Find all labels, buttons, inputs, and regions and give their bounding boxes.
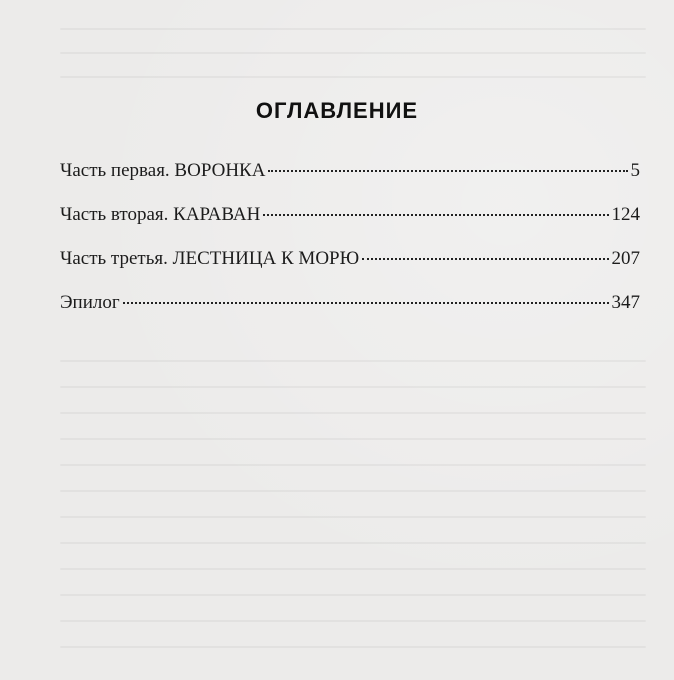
toc-entry-page: 347	[611, 292, 640, 313]
bleed-through-line	[60, 386, 646, 388]
bleed-through-line	[60, 52, 646, 54]
bleed-through-line	[60, 464, 646, 466]
bleed-through-line	[60, 438, 646, 440]
bleed-through-line	[60, 76, 646, 78]
bleed-through-line	[60, 412, 646, 414]
toc-entry[interactable]	[60, 160, 640, 204]
bleed-through-line	[60, 594, 646, 596]
bleed-through-line	[60, 568, 646, 570]
bleed-through-line	[60, 646, 646, 648]
bleed-through-line	[60, 542, 646, 544]
dot-leader	[362, 258, 608, 260]
toc-entry-label: Часть первая. ВОРОНКА	[60, 160, 266, 181]
toc-entry-page: 124	[611, 204, 640, 225]
table-of-contents	[60, 160, 640, 336]
toc-entry[interactable]	[60, 248, 640, 292]
toc-title: ОГЛАВЛЕНИЕ	[255, 98, 419, 123]
toc-entry-page: 5	[630, 160, 640, 181]
toc-entry[interactable]	[60, 204, 640, 248]
dot-leader	[263, 214, 608, 216]
toc-entry-label: Часть третья. ЛЕСТНИЦА К МОРЮ	[60, 248, 360, 269]
bleed-through-line	[60, 490, 646, 492]
toc-entry-label: Эпилог	[60, 292, 120, 313]
toc-entry-page: 207	[611, 248, 640, 269]
bleed-through-line	[60, 516, 646, 518]
toc-entry-label: Часть вторая. КАРАВАН	[60, 204, 261, 225]
bleed-through-line	[60, 360, 646, 362]
toc-entry[interactable]	[60, 292, 640, 336]
bleed-through-line	[60, 620, 646, 622]
bleed-through-line	[60, 28, 646, 30]
dot-leader	[268, 170, 627, 172]
dot-leader	[123, 302, 609, 304]
